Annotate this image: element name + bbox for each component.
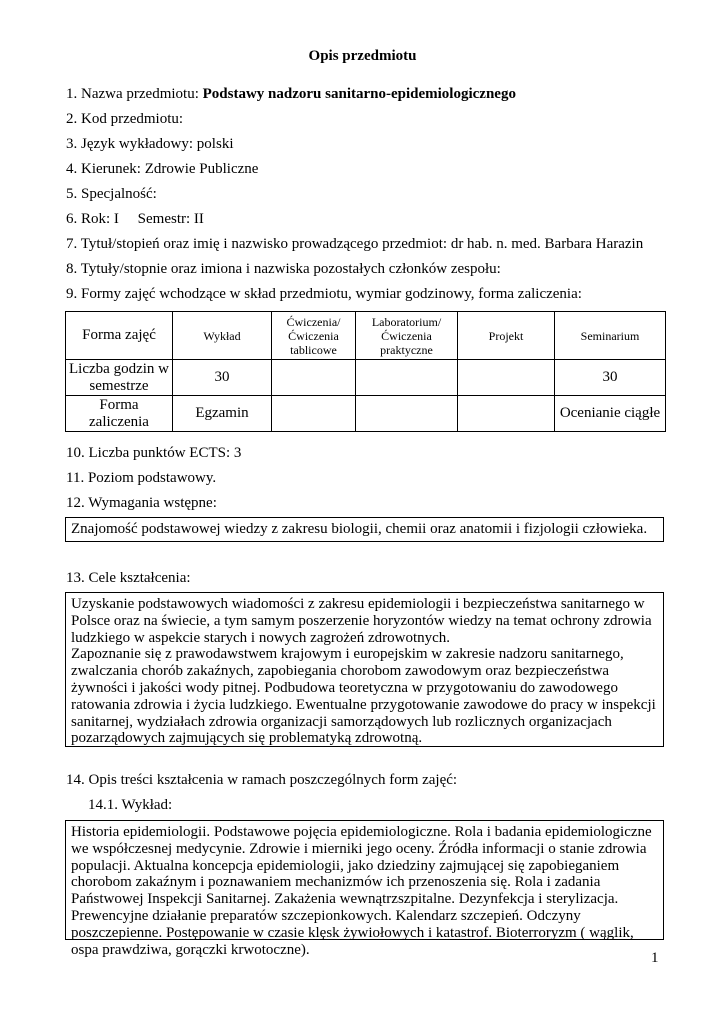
language-line: 3. Język wykładowy: polski — [66, 136, 234, 152]
table-header-cell: Wykład — [173, 312, 272, 360]
table-cell — [356, 396, 458, 432]
lecturer-line: 7. Tytuł/stopień oraz imię i nazwisko prowadzącego przedmiot: dr hab. n. med. Barbara Harazin — [66, 236, 644, 252]
table-cell — [272, 396, 356, 432]
prerequisites-box — [65, 517, 664, 542]
team-line: 8. Tytuły/stopnie oraz imiona i nazwiska pozostałych członków zespołu: — [66, 261, 501, 277]
table-cell — [272, 360, 356, 396]
prerequisites-text: Znajomość podstawowej wiedzy z zakresu biologii, chemii oraz anatomii i fizjologii człowieka. — [71, 521, 648, 537]
table-cell — [356, 360, 458, 396]
table-header-cell: Seminarium — [555, 312, 666, 360]
table-cell: Liczba godzin w semestrze — [66, 360, 173, 396]
table-header-cell: Ćwiczenia/ Ćwiczenia tablicowe — [272, 312, 356, 360]
table-row — [66, 360, 666, 396]
level-line: 11. Poziom podstawowy. — [66, 470, 217, 486]
table-header-cell: Forma zajęć — [66, 312, 173, 360]
table-cell: 30 — [555, 360, 666, 396]
field-line: 4. Kierunek: Zdrowie Publiczne — [66, 161, 259, 177]
table-cell: 30 — [173, 360, 272, 396]
table-cell: Forma zaliczenia — [66, 396, 173, 432]
goals-paragraph-2: Zapoznanie się z prawodawstwem krajowym i europejskim w zakresie nadzoru sanitarnego, zwalczania chorób zakaźnych, zapobiegania chorobom zawodowym oraz bezpieczeństwa żywności i jakości wody pitnej. Podbudowa teoretyczna w przygotowaniu do zawodowego ratowania zdrowia i życia ludzkiego. Ewentualne przygotowanie zawodowe do pracy w inspekcji sanitarnej, wydziałach zdrowia organizacji samorządowych lub rozlicznych organizacjach pozarządowych zajmujących się problematyką zdrowotną. — [71, 646, 656, 747]
table-row — [66, 396, 666, 432]
table-header-cell: Laboratorium/ Ćwiczenia praktyczne — [356, 312, 458, 360]
course-name-value: Podstawy nadzoru sanitarno-epidemiologicznego — [202, 86, 516, 102]
table-cell — [458, 360, 555, 396]
goals-paragraph-1: Uzyskanie podstawowych wiadomości z zakresu epidemiologii i bezpieczeństwa sanitarnego w Polsce oraz na świecie, a tym samym poszerzenie horyzontów wiedzy na temat ochrony zdrowia ludzkiego w aspekcie starych i nowych zagrożeń zdrowotnych. — [71, 596, 652, 646]
table-cell: Egzamin — [173, 396, 272, 432]
year-semester-line: 6. Rok: I Semestr: II — [66, 211, 204, 227]
specialty-line: 5. Specjalność: — [66, 186, 157, 202]
lecture-text: Historia epidemiologii. Podstawowe pojęcia epidemiologiczne. Rola i badania epidemiologiczne we współczesnej medycynie. Zdrowie i mierniki jego oceny. Źródła informacji o stanie zdrowia populacji. Aktualna koncepcja epidemiologii, jako dziedziny zajmującej się zapobieganiem chorobom zakaźnym i poznawaniem mechanizmów ich przenoszenia się. Rola i zadania Państwowej Inspekcji Sanitarnej. Zakażenia wewnątrzszpitalne. Dezynfekcja i sterylizacja. Prewencyjne działanie preparatów szczepionkowych. Kalendarz szczepień. Odczyny poszczepienne. Postępowanie w czasie klęsk żywiołowych i katastrof. Bioterroryzm ( wąglik, ospa prawdziwa, gorączki krwotoczne). — [71, 824, 652, 958]
prerequisites-line: 12. Wymagania wstępne: — [66, 495, 217, 511]
content-line: 14. Opis treści kształcenia w ramach poszczególnych form zajęć: — [66, 772, 458, 788]
forms-line: 9. Formy zajęć wchodzące w skład przedmiotu, wymiar godzinowy, forma zaliczenia: — [66, 286, 582, 302]
ects-line: 10. Liczba punktów ECTS: 3 — [66, 445, 242, 461]
goals-line: 13. Cele kształcenia: — [66, 570, 191, 586]
table-header-cell: Projekt — [458, 312, 555, 360]
class-forms-table — [65, 311, 666, 432]
page-title: Opis przedmiotu — [308, 48, 417, 64]
table-cell — [458, 396, 555, 432]
course-code-line: 2. Kod przedmiotu: — [66, 111, 184, 127]
course-name-label: 1. Nazwa przedmiotu: — [66, 86, 203, 102]
lecture-line: 14.1. Wykład: — [88, 797, 173, 813]
course-name-line — [66, 86, 516, 103]
table-cell: Ocenianie ciągłe — [555, 396, 666, 432]
goals-box — [65, 592, 664, 747]
table-header-row — [66, 312, 666, 360]
lecture-box — [65, 820, 664, 958]
page-number: 1 — [651, 950, 659, 966]
